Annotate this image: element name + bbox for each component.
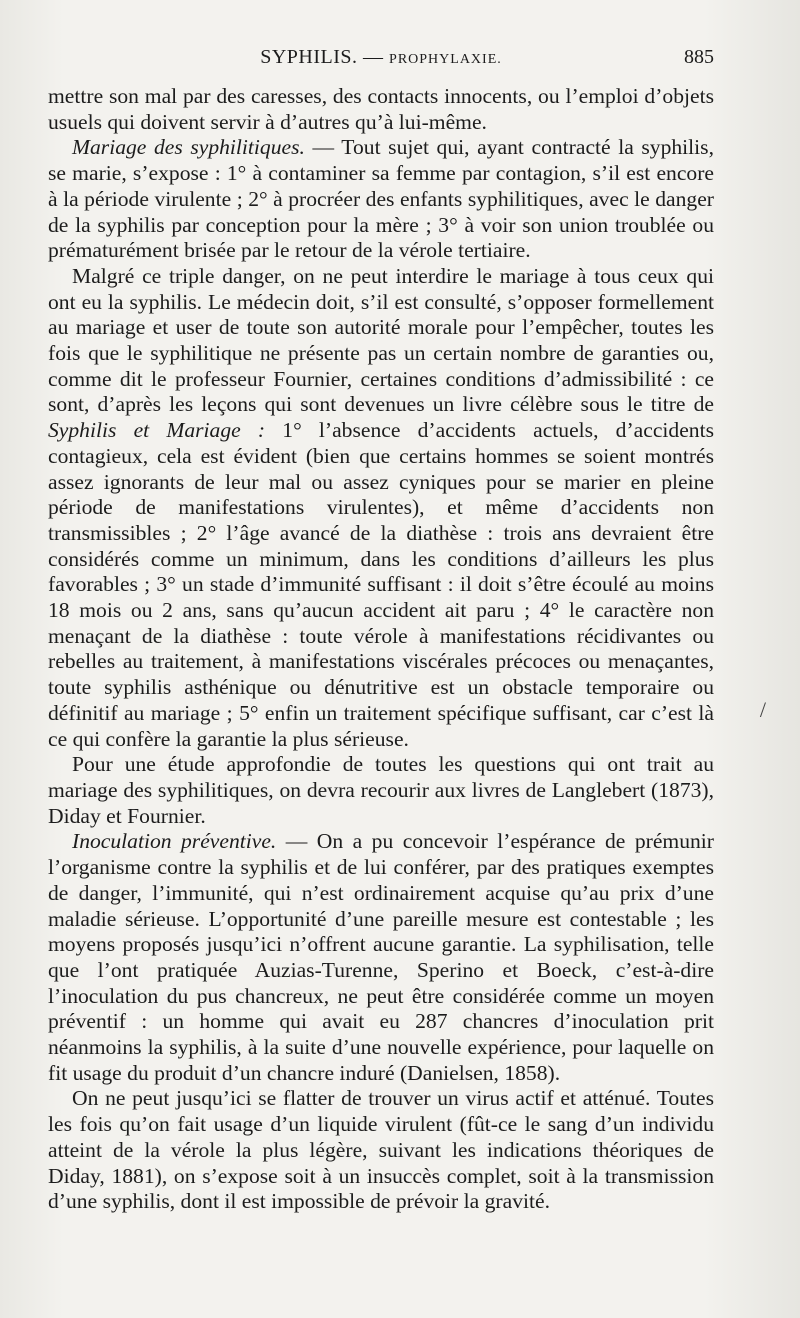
- paragraph-virus: On ne peut jusqu’ici se flatter de trouver un virus actif et atténué. Toutes les fois qu’on fait usage d’un liquide virulent (fût-ce le sang d’un individu atteint de la vérole la plus légère, suivant les indications théoriques de Diday, 1881), on s’expose soit à un insuccès complet, soit à la transmission d’une syphilis, dont il est impossible de prévoir la gravité.: [48, 1086, 714, 1214]
- paragraph-inoculation: [48, 829, 714, 1086]
- paragraph-continuation: mettre son mal par des caresses, des contacts innocents, ou l’emploi d’objets usuels qui doivent servir à d’autres qu’à lui-même.: [48, 84, 714, 134]
- body-text: [48, 84, 714, 1215]
- paragraph-conditions: [48, 264, 714, 752]
- margin-mark: /: [759, 697, 766, 722]
- page-number: 885: [684, 46, 714, 68]
- paragraph-conditions-b: 1° l’absence d’accidents actuels, d’accidents contagieux, cela est évident (bien que certains hommes se soient montrés assez ignorants de leur mal ou assez cyniques pour se marier en pleine période de manifestations virulentes), et même d’accidents non transmissibles ; 2° l’âge avancé de la diathèse : trois ans devraient être considérés comme un minimum, dans les conditions d’ailleurs les plus favorables ; 3° un stade d’immunité suffisant : il doit s’être écoulé au moins 18 mois ou 2 ans, sans qu’aucun accident ait paru ; 4° le caractère non menaçant de la diathèse : toute vérole à manifestations récidivantes ou rebelles au traitement, à manifestations viscérales précoces ou menaçantes, toute syphilis asthénique ou dénutritive est un obstacle temporaire ou définitif au mariage ; 5° enfin un traitement spécifique suffisant, car c’est là ce qui confère la garantie la plus sérieuse.: [48, 418, 714, 751]
- page-header: [48, 46, 714, 84]
- running-title-sub: PROPHYLAXIE.: [389, 52, 502, 67]
- section-heading-mariage: Mariage des syphilitiques.: [72, 135, 305, 160]
- paragraph-inoculation-text: — On a pu concevoir l’espérance de prémunir l’organisme contre la syphilis et de lui conférer, par des pratiques exemptes de danger, l’immunité, qui n’est ordinairement acquise qu’au prix d’une maladie sérieuse. L’opportunité d’une pareille mesure est contestable ; les moyens proposés jusqu’ici n’offrent aucune garantie. La syphilisation, telle que l’ont pratiquée Auzias-Turenne, Sperino et Boeck, c’est-à-dire l’inoculation du pus chancreux, ne peut être considérée comme un moyen préventif : un homme qui avait eu 287 chancres d’inoculation prit néanmoins la syphilis, à la suite d’une nouvelle expérience, pour laquelle on fit usage du produit d’un chancre induré (Danielsen, 1858).: [48, 829, 714, 1085]
- running-title-main: SYPHILIS. —: [260, 46, 384, 68]
- paragraph-mariage: [48, 135, 714, 264]
- paragraph-mariage-text: — Tout sujet qui, ayant contracté la syphilis, se marie, s’expose : 1° à contaminer sa femme par contagion, s’il est encore à la période virulente ; 2° à procréer des enfants syphilitiques, avec le danger de la syphilis par conception pour la mère ; 3° à voir son union troublée ou prématurément brisée par le retour de la vérole tertiaire.: [48, 135, 714, 263]
- book-title-italic: Syphilis et Mariage :: [48, 418, 266, 443]
- paragraph-conditions-a: Malgré ce triple danger, on ne peut interdire le mariage à tous ceux qui ont eu la syphilis. Le médecin doit, s’il est consulté, s’opposer formellement au mariage et user de toute son autorité morale pour l’empêcher, toutes les fois que le syphilitique ne présente pas un certain nombre de garanties ou, comme dit le professeur Fournier, certaines conditions d’admissibilité : ce sont, d’après les leçons qui sont devenues un livre célèbre sous le titre de: [48, 263, 714, 417]
- section-heading-inoculation: Inoculation préventive.: [72, 829, 277, 854]
- running-title: [260, 46, 502, 68]
- paragraph-references: Pour une étude approfondie de toutes les questions qui ont trait au mariage des syphilitiques, on devra recourir aux livres de Langlebert (1873), Diday et Fournier.: [48, 752, 714, 828]
